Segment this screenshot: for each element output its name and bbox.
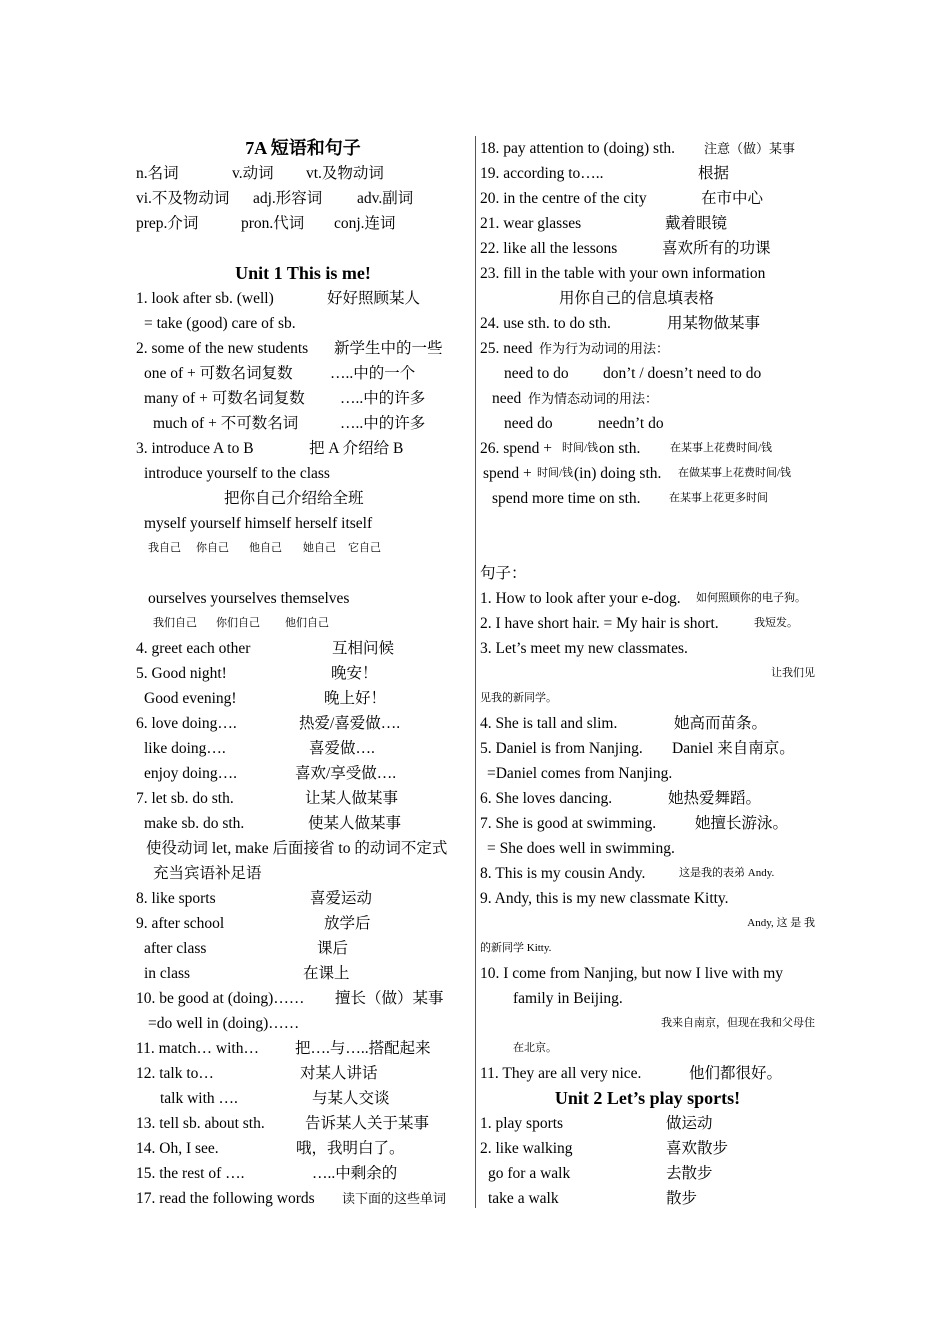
sentence-item: family in Beijing. (513, 990, 623, 1007)
phrase-item: 5. Good night! 晚安！ (136, 665, 378, 682)
phrase-item: 20. in the centre of the city 在市中心 (480, 190, 764, 207)
pos-row-1: n.名词 v.动词 vt.及物动词 (136, 165, 384, 182)
phrase-item: 11. match… with… 把….与…..搭配起来 (136, 1040, 431, 1057)
sentence-item: 7. She is good at swimming. 她擅长游泳。 (480, 815, 789, 832)
phrase-note: 使役动词 let, make 后面接省 to 的动词不定式 (146, 840, 448, 857)
right-column (480, 136, 815, 1211)
phrase-item: 13. tell sb. about sth. 告诉某人关于某事 (136, 1115, 430, 1132)
sentence-translation: 在北京。 (513, 1042, 557, 1054)
sentence-item: = She does well in swimming. (487, 840, 675, 857)
left-column (136, 136, 470, 1211)
unit2-heading: Unit 2 Let’s play sports! (554, 1088, 741, 1108)
sentence-item: 6. She loves dancing. 她热爱舞蹈。 (480, 790, 762, 807)
sentences-heading: 句子： (480, 565, 527, 582)
phrase-item: 用你自己的信息填表格 (559, 290, 715, 307)
phrase-item: introduce yourself to the class (144, 465, 330, 482)
phrase-item: Good evening! 晚上好！ (144, 690, 387, 707)
phrase-item: 12. talk to… 对某人讲话 (136, 1065, 378, 1082)
phrase-item: like doing…. 喜爱做…. (144, 740, 375, 757)
phrase-item: make sb. do sth. 使某人做某事 (144, 815, 402, 832)
phrase-item: 15. the rest of …. …..中剩余的 (136, 1165, 398, 1182)
phrase-item: 10. be good at (doing)…… 擅长（做）某事 (136, 990, 444, 1007)
sentence-item: 4. She is tall and slim. 她高而苗条。 (480, 715, 768, 732)
phrase-item: spend + 时间/钱 (in) doing sth. 在做某事上花费时间/钱 (483, 465, 792, 482)
phrase-item: =do well in (doing)…… (148, 1015, 300, 1032)
phrase-item: 24. use sth. to do sth. 用某物做某事 (480, 315, 761, 332)
phrase-item: 23. fill in the table with your own information (480, 265, 766, 282)
phrase-item: 7. let sb. do sth. 让某人做某事 (136, 790, 399, 807)
phrase-item: ourselves yourselves themselves (148, 590, 350, 607)
sentence-item: 2. I have short hair. = My hair is short. 我短发。 (480, 615, 798, 632)
sentence-translation: 见我的新同学。 (480, 692, 557, 704)
phrase-item: 26. spend + 时间/钱 on sth. 在某事上花费时间/钱 (480, 440, 773, 457)
sentence-item: 8. This is my cousin Andy. 这是我的表弟 Andy. (480, 865, 775, 882)
phrase-item: 1. play sports 做运动 (480, 1115, 713, 1132)
sentence-item: 11. They are all very nice. 他们都很好。 (480, 1065, 783, 1082)
sentence-item: 5. Daniel is from Nanjing. Daniel 来自南京。 (480, 740, 795, 757)
phrase-item: 把你自己介绍给全班 (224, 490, 364, 507)
phrase-item: 2. like walking 喜欢散步 (480, 1140, 729, 1157)
sentence-item: =Daniel comes from Nanjing. (487, 765, 673, 782)
phrase-item: after class 课后 (144, 940, 349, 957)
phrase-item: talk with …. 与某人交谈 (160, 1090, 390, 1107)
phrase-item: 4. greet each other 互相问候 (136, 640, 395, 657)
pos-row-2: vi.不及物动词 adj.形容词 adv.副词 (136, 190, 414, 207)
phrase-item: 22. like all the lessons 喜欢所有的功课 (480, 240, 771, 257)
sentence-translation: Andy, 这 是 我 (747, 917, 815, 929)
phrase-item: much of + 不可数名词 …..中的许多 (153, 415, 426, 432)
phrase-item: need 作为情态动词的用法： (492, 390, 659, 407)
phrase-item: need do needn’t do (504, 415, 664, 432)
phrase-item: enjoy doing…. 喜欢/享受做…. (144, 765, 397, 782)
sentence-translation: 的新同学 Kitty. (480, 942, 552, 954)
pronoun-gloss: 我自己 你自己 他自己 她自己 它自己 (148, 542, 381, 554)
phrase-item: 18. pay attention to (doing) sth. 注意（做）某事 (480, 140, 796, 157)
phrase-item: 2. some of the new students 新学生中的一些 (136, 340, 443, 357)
phrase-item: 17. read the following words 读下面的这些单词 (136, 1190, 447, 1207)
phrase-item: 19. according to….. 根据 (480, 165, 730, 182)
phrase-item: myself yourself himself herself itself (144, 515, 373, 532)
phrase-item: need to do don’t / doesn’t need to do (504, 365, 762, 382)
phrase-item: 25. need 作为行为动词的用法： (480, 340, 670, 357)
phrase-item: 9. after school 放学后 (136, 915, 371, 932)
phrase-note: 充当宾语补足语 (153, 865, 262, 882)
phrase-item: take a walk 散步 (488, 1190, 698, 1207)
phrase-item: in class 在课上 (144, 965, 350, 982)
sentence-item: 10. I come from Nanjing, but now I live with my (480, 965, 784, 982)
phrase-item: 3. introduce A to B 把 A 介绍给 B (136, 440, 404, 457)
phrase-item: spend more time on sth. 在某事上花更多时间 (492, 490, 768, 507)
phrase-item: 14. Oh, I see. 哦，我明白了。 (136, 1140, 405, 1157)
phrase-item: many of + 可数名词复数 …..中的许多 (144, 390, 426, 407)
sentence-item: 9. Andy, this is my new classmate Kitty. (480, 890, 729, 907)
sentence-translation: 让我们见 (771, 667, 815, 679)
phrase-item: go for a walk 去散步 (488, 1165, 713, 1182)
column-divider (475, 136, 476, 1208)
sentence-item: 3. Let’s meet my new classmates. (480, 640, 688, 657)
phrase-item: one of + 可数名词复数 …..中的一个 (144, 365, 416, 382)
document-title: 7A 短语和句子 (245, 138, 361, 158)
sentence-item: 1. How to look after your e-dog. 如何照顾你的电子狗。 (480, 590, 806, 607)
pronoun-gloss: 我们自己 你们自己 他们自己 (153, 617, 329, 629)
pos-row-3: prep.介词 pron.代词 conj.连词 (136, 215, 396, 232)
sentence-translation: 我来自南京，但现在我和父母住 (661, 1017, 815, 1029)
phrase-item: = take (good) care of sb. (144, 315, 296, 332)
phrase-item: 6. love doing…. 热爱/喜爱做…. (136, 715, 401, 732)
phrase-item: 21. wear glasses 戴着眼镜 (480, 215, 728, 232)
unit1-heading: Unit 1 This is me! (235, 263, 371, 283)
phrase-item: 8. like sports 喜爱运动 (136, 890, 373, 907)
phrase-item: 1. look after sb. (well) 好好照顾某人 (136, 290, 421, 307)
